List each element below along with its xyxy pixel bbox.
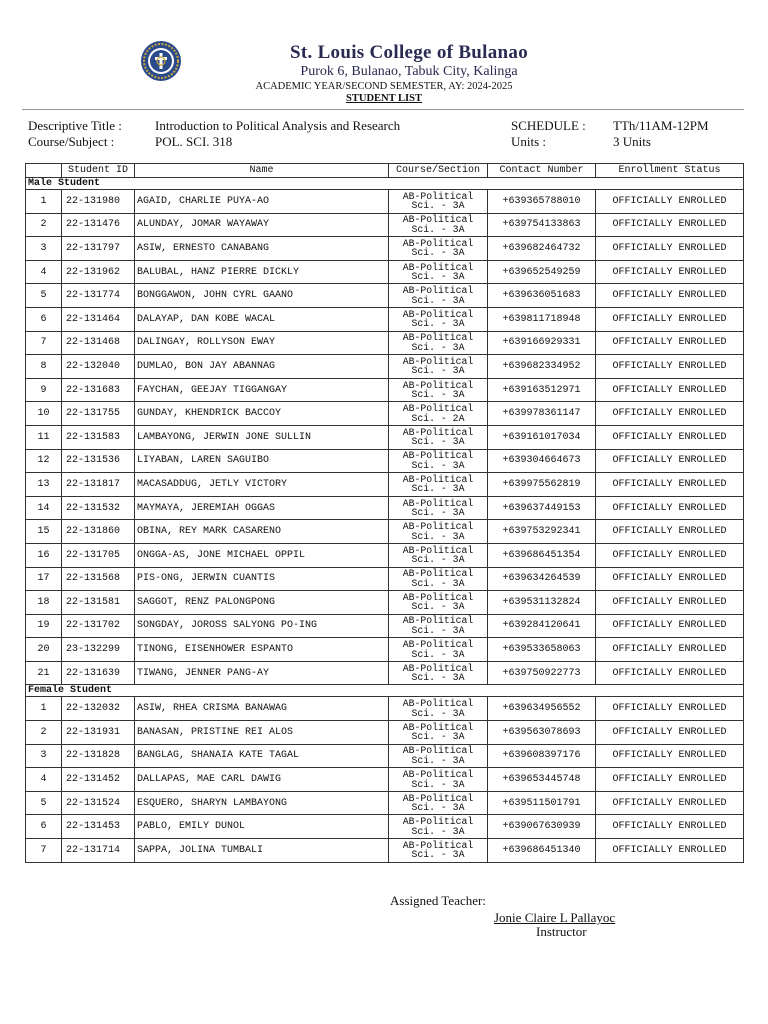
contact-number: +639608397176 [488,744,596,768]
student-name: ASIW, RHEA CRISMA BANAWAG [135,697,389,721]
schedule-value: TTh/11AM-12PM [613,118,709,133]
row-number: 8 [26,355,62,379]
enrollment-status: OFFICIALLY ENROLLED [596,473,744,497]
course-section [389,791,488,815]
descriptive-title-label: Descriptive Title : [28,118,122,133]
course-line-2: Sci. - 3A [411,271,465,283]
row-number: 5 [26,284,62,308]
row-number: 16 [26,543,62,567]
student-id: 22-131536 [62,449,135,473]
row-number: 10 [26,402,62,426]
contact-number: +639533658063 [488,638,596,662]
course-line-1: AB-Political [402,355,474,367]
enrollment-status: OFFICIALLY ENROLLED [596,237,744,261]
assigned-teacher-label: Assigned Teacher: [390,893,486,908]
student-name: BANASAN, PRISTINE REI ALOS [135,721,389,745]
enrollment-status: OFFICIALLY ENROLLED [596,661,744,685]
student-name: SONGDAY, JOROSS SALYONG PO-ING [135,614,389,638]
table-row [26,721,744,745]
course-line-2: Sci. - 3A [411,554,465,566]
contact-number: +639304664673 [488,449,596,473]
course-line-1: AB-Political [402,568,474,580]
course-line-1: AB-Political [402,769,474,781]
student-id: 22-131532 [62,496,135,520]
contact-number: +639978361147 [488,402,596,426]
enrollment-status: OFFICIALLY ENROLLED [596,496,744,520]
enrollment-status: OFFICIALLY ENROLLED [596,355,744,379]
school-address: Purok 6, Bulanao, Tabuk City, Kalinga [300,64,518,79]
course-section [389,567,488,591]
enrollment-status: OFFICIALLY ENROLLED [596,402,744,426]
student-id: 22-131931 [62,721,135,745]
row-number: 19 [26,614,62,638]
row-number: 1 [26,697,62,721]
contact-number: +639652549259 [488,260,596,284]
course-line-1: AB-Political [402,544,474,556]
course-line-1: AB-Political [402,261,474,273]
course-line-2: Sci. - 3A [411,778,465,790]
table-row [26,425,744,449]
student-id: 22-131639 [62,661,135,685]
student-name: DALLAPAS, MAE CARL DAWIG [135,768,389,792]
row-number: 5 [26,791,62,815]
course-section [389,614,488,638]
course-section [389,355,488,379]
course-line-1: AB-Political [402,214,474,226]
student-name: FAYCHAN, GEEJAY TIGGANGAY [135,378,389,402]
course-line-1: AB-Political [402,816,474,828]
student-name: ALUNDAY, JOMAR WAYAWAY [135,213,389,237]
student-id: 22-131468 [62,331,135,355]
student-name: BONGGAWON, JOHN CYRL GAANO [135,284,389,308]
course-section [389,307,488,331]
student-name: PABLO, EMILY DUNOL [135,815,389,839]
table-header-row [26,164,744,178]
header-no [26,164,62,178]
course-line-2: Sci. - 3A [411,436,465,448]
student-name: ASIW, ERNESTO CANABANG [135,237,389,261]
teacher-name: Jonie Claire L Pallayoc [494,910,616,925]
enrollment-status: OFFICIALLY ENROLLED [596,378,744,402]
student-id: 22-132040 [62,355,135,379]
course-line-1: AB-Political [402,403,474,415]
course-line-1: AB-Political [402,426,474,438]
course-section [389,449,488,473]
student-name: DALINGAY, ROLLYSON EWAY [135,331,389,355]
row-number: 2 [26,721,62,745]
contact-number: +639511501791 [488,791,596,815]
enrollment-status: OFFICIALLY ENROLLED [596,721,744,745]
course-section [389,815,488,839]
contact-number: +639682334952 [488,355,596,379]
course-section [389,496,488,520]
table-row [26,284,744,308]
student-name: ONGGA-AS, JONE MICHAEL OPPIL [135,543,389,567]
course-line-1: AB-Political [402,615,474,627]
enrollment-status: OFFICIALLY ENROLLED [596,331,744,355]
descriptive-title-value: Introduction to Political Analysis and Research [155,118,401,133]
student-table [25,163,744,863]
contact-number: +639753292341 [488,520,596,544]
contact-number: +639636051683 [488,284,596,308]
course-line-1: AB-Political [402,839,474,851]
student-id: 22-131476 [62,213,135,237]
course-line-1: AB-Political [402,308,474,320]
units-value: 3 Units [613,134,651,149]
enrollment-status: OFFICIALLY ENROLLED [596,614,744,638]
table-row [26,307,744,331]
table-row [26,378,744,402]
course-line-2: Sci. - 3A [411,754,465,766]
table-row [26,260,744,284]
row-number: 7 [26,331,62,355]
course-line-1: AB-Political [402,379,474,391]
row-number: 6 [26,307,62,331]
table-row [26,791,744,815]
row-number: 12 [26,449,62,473]
table-row [26,815,744,839]
enrollment-status: OFFICIALLY ENROLLED [596,449,744,473]
student-name: DALAYAP, DAN KOBE WACAL [135,307,389,331]
table-row [26,697,744,721]
row-number: 21 [26,661,62,685]
header-enrollment-status: Enrollment Status [596,164,744,178]
contact-number: +639161017034 [488,425,596,449]
course-line-2: Sci. - 3A [411,341,465,353]
table-row [26,567,744,591]
table-row [26,355,744,379]
student-id: 22-131568 [62,567,135,591]
student-name: TINONG, EISENHOWER ESPANTO [135,638,389,662]
female-student-group [26,685,744,697]
student-name: GUNDAY, KHENDRICK BACCOY [135,402,389,426]
row-number: 17 [26,567,62,591]
student-id: 22-131774 [62,284,135,308]
student-id: 22-131817 [62,473,135,497]
table-row [26,744,744,768]
course-section [389,260,488,284]
row-number: 4 [26,260,62,284]
course-line-2: Sci. - 2A [411,412,465,424]
student-name: MAYMAYA, JEREMIAH OGGAS [135,496,389,520]
contact-number: +639682464732 [488,237,596,261]
schedule-label: SCHEDULE : [511,118,586,133]
enrollment-status: OFFICIALLY ENROLLED [596,744,744,768]
school-name: St. Louis College of Bulanao [289,42,528,63]
header-student-id: Student ID [62,164,135,178]
course-label: Course/Subject : [28,134,115,149]
table-row [26,638,744,662]
student-id: 22-131583 [62,425,135,449]
enrollment-status: OFFICIALLY ENROLLED [596,815,744,839]
contact-number: +639531132824 [488,591,596,615]
course-section [389,425,488,449]
enrollment-status: OFFICIALLY ENROLLED [596,284,744,308]
document-header [0,38,768,108]
row-number: 13 [26,473,62,497]
table-row [26,402,744,426]
contact-number: +639634956552 [488,697,596,721]
course-line-2: Sci. - 3A [411,624,465,636]
course-line-1: AB-Political [402,662,474,674]
student-id: 22-132032 [62,697,135,721]
enrollment-status: OFFICIALLY ENROLLED [596,768,744,792]
student-name: ESQUERO, SHARYN LAMBAYONG [135,791,389,815]
course-section [389,591,488,615]
course-value: POL. SCI. 318 [155,134,233,149]
course-line-2: Sci. - 3A [411,389,465,401]
course-line-1: AB-Political [402,639,474,651]
student-id: 22-131962 [62,260,135,284]
table-row [26,496,744,520]
course-section [389,661,488,685]
contact-number: +639686451340 [488,839,596,863]
course-section [389,520,488,544]
table-row [26,473,744,497]
student-id: 22-131453 [62,815,135,839]
course-line-2: Sci. - 3A [411,601,465,613]
student-id: 22-131705 [62,543,135,567]
course-line-2: Sci. - 3A [411,672,465,684]
contact-number: +639563078693 [488,721,596,745]
row-number: 6 [26,815,62,839]
table-row [26,591,744,615]
contact-number: +639811718948 [488,307,596,331]
course-line-2: Sci. - 3A [411,707,465,719]
student-id: 23-132299 [62,638,135,662]
table-row [26,190,744,214]
course-line-2: Sci. - 3A [411,648,465,660]
row-number: 9 [26,378,62,402]
row-number: 4 [26,768,62,792]
table-row [26,768,744,792]
row-number: 11 [26,425,62,449]
enrollment-status: OFFICIALLY ENROLLED [596,213,744,237]
student-name: SAGGOT, RENZ PALONGPONG [135,591,389,615]
contact-number: +639365788010 [488,190,596,214]
course-line-2: Sci. - 3A [411,507,465,519]
student-id: 22-131980 [62,190,135,214]
student-id: 22-131755 [62,402,135,426]
enrollment-status: OFFICIALLY ENROLLED [596,425,744,449]
enrollment-status: OFFICIALLY ENROLLED [596,791,744,815]
student-id: 22-131683 [62,378,135,402]
course-line-2: Sci. - 3A [411,459,465,471]
course-line-2: Sci. - 3A [411,223,465,235]
course-line-1: AB-Political [402,190,474,202]
student-id: 22-131464 [62,307,135,331]
row-number: 15 [26,520,62,544]
course-line-2: Sci. - 3A [411,802,465,814]
enrollment-status: OFFICIALLY ENROLLED [596,591,744,615]
course-line-1: AB-Political [402,721,474,733]
student-id: 22-131714 [62,839,135,863]
enrollment-status: OFFICIALLY ENROLLED [596,638,744,662]
course-line-1: AB-Political [402,237,474,249]
student-id: 22-131860 [62,520,135,544]
course-line-1: AB-Political [402,792,474,804]
row-number: 14 [26,496,62,520]
course-line-1: AB-Political [402,285,474,297]
student-name: MACASADDUG, JETLY VICTORY [135,473,389,497]
course-line-1: AB-Political [402,450,474,462]
student-name: DUMLAO, BON JAY ABANNAG [135,355,389,379]
enrollment-status: OFFICIALLY ENROLLED [596,697,744,721]
enrollment-status: OFFICIALLY ENROLLED [596,543,744,567]
table-row [26,237,744,261]
enrollment-status: OFFICIALLY ENROLLED [596,839,744,863]
course-section [389,721,488,745]
table-row [26,331,744,355]
table-row [26,661,744,685]
course-line-2: Sci. - 3A [411,849,465,861]
enrollment-status: OFFICIALLY ENROLLED [596,260,744,284]
row-number: 20 [26,638,62,662]
contact-number: +639975562819 [488,473,596,497]
course-section [389,697,488,721]
course-line-1: AB-Political [402,332,474,344]
course-line-2: Sci. - 3A [411,294,465,306]
student-name: AGAID, CHARLIE PUYA-AO [135,190,389,214]
header-contact-number: Contact Number [488,164,596,178]
contact-number: +639653445748 [488,768,596,792]
course-line-2: Sci. - 3A [411,530,465,542]
student-id: 22-131828 [62,744,135,768]
course-section [389,638,488,662]
contact-number: +639067630939 [488,815,596,839]
course-line-2: Sci. - 3A [411,247,465,259]
table-row [26,543,744,567]
course-line-2: Sci. - 3A [411,577,465,589]
contact-number: +639284120641 [488,614,596,638]
teacher-role: Instructor [536,924,587,939]
course-section [389,331,488,355]
course-section [389,473,488,497]
student-name: BALUBAL, HANZ PIERRE DICKLY [135,260,389,284]
course-section [389,284,488,308]
course-section [389,190,488,214]
contact-number: +639686451354 [488,543,596,567]
course-line-1: AB-Political [402,497,474,509]
header-course-section: Course/Section [389,164,488,178]
course-section [389,768,488,792]
course-section [389,839,488,863]
male-student-group-label: Male Student [26,178,744,190]
units-label: Units : [511,134,547,149]
enrollment-status: OFFICIALLY ENROLLED [596,567,744,591]
row-number: 2 [26,213,62,237]
course-section [389,213,488,237]
student-name: TIWANG, JENNER PANG-AY [135,661,389,685]
course-line-2: Sci. - 3A [411,731,465,743]
table-row [26,213,744,237]
course-section [389,744,488,768]
course-section [389,378,488,402]
student-name: OBINA, REY MARK CASARENO [135,520,389,544]
course-line-2: Sci. - 3A [411,483,465,495]
contact-number: +639754133863 [488,213,596,237]
course-line-2: Sci. - 3A [411,365,465,377]
header-name: Name [135,164,389,178]
row-number: 7 [26,839,62,863]
student-name: LIYABAN, LAREN SAGUIBO [135,449,389,473]
table-row [26,614,744,638]
student-id: 22-131702 [62,614,135,638]
list-title: STUDENT LIST [346,93,422,104]
course-section [389,543,488,567]
course-line-1: AB-Political [402,473,474,485]
row-number: 3 [26,744,62,768]
female-student-group-label: Female Student [26,685,744,697]
academic-year: ACADEMIC YEAR/SECOND SEMESTER, AY: 2024-2025 [255,81,513,92]
enrollment-status: OFFICIALLY ENROLLED [596,307,744,331]
table-row [26,520,744,544]
course-line-2: Sci. - 3A [411,200,465,212]
row-number: 18 [26,591,62,615]
course-line-2: Sci. - 3A [411,318,465,330]
course-section [389,237,488,261]
enrollment-status: OFFICIALLY ENROLLED [596,190,744,214]
enrollment-status: OFFICIALLY ENROLLED [596,520,744,544]
student-name: LAMBAYONG, JERWIN JONE SULLIN [135,425,389,449]
student-id: 22-131452 [62,768,135,792]
male-student-group [26,178,744,190]
course-section [389,402,488,426]
student-id: 22-131581 [62,591,135,615]
student-name: BANGLAG, SHANAIA KATE TAGAL [135,744,389,768]
table-row [26,449,744,473]
divider [22,109,744,110]
contact-number: +639634264539 [488,567,596,591]
course-line-2: Sci. - 3A [411,825,465,837]
row-number: 3 [26,237,62,261]
contact-number: +639166929331 [488,331,596,355]
contact-number: +639637449153 [488,496,596,520]
contact-number: +639750922773 [488,661,596,685]
student-id: 22-131524 [62,791,135,815]
course-line-1: AB-Political [402,591,474,603]
row-number: 1 [26,190,62,214]
course-line-1: AB-Political [402,521,474,533]
contact-number: +639163512971 [488,378,596,402]
table-row [26,839,744,863]
course-line-1: AB-Political [402,698,474,710]
student-id: 22-131797 [62,237,135,261]
course-line-1: AB-Political [402,745,474,757]
student-name: SAPPA, JOLINA TUMBALI [135,839,389,863]
student-name: PIS-ONG, JERWIN CUANTIS [135,567,389,591]
